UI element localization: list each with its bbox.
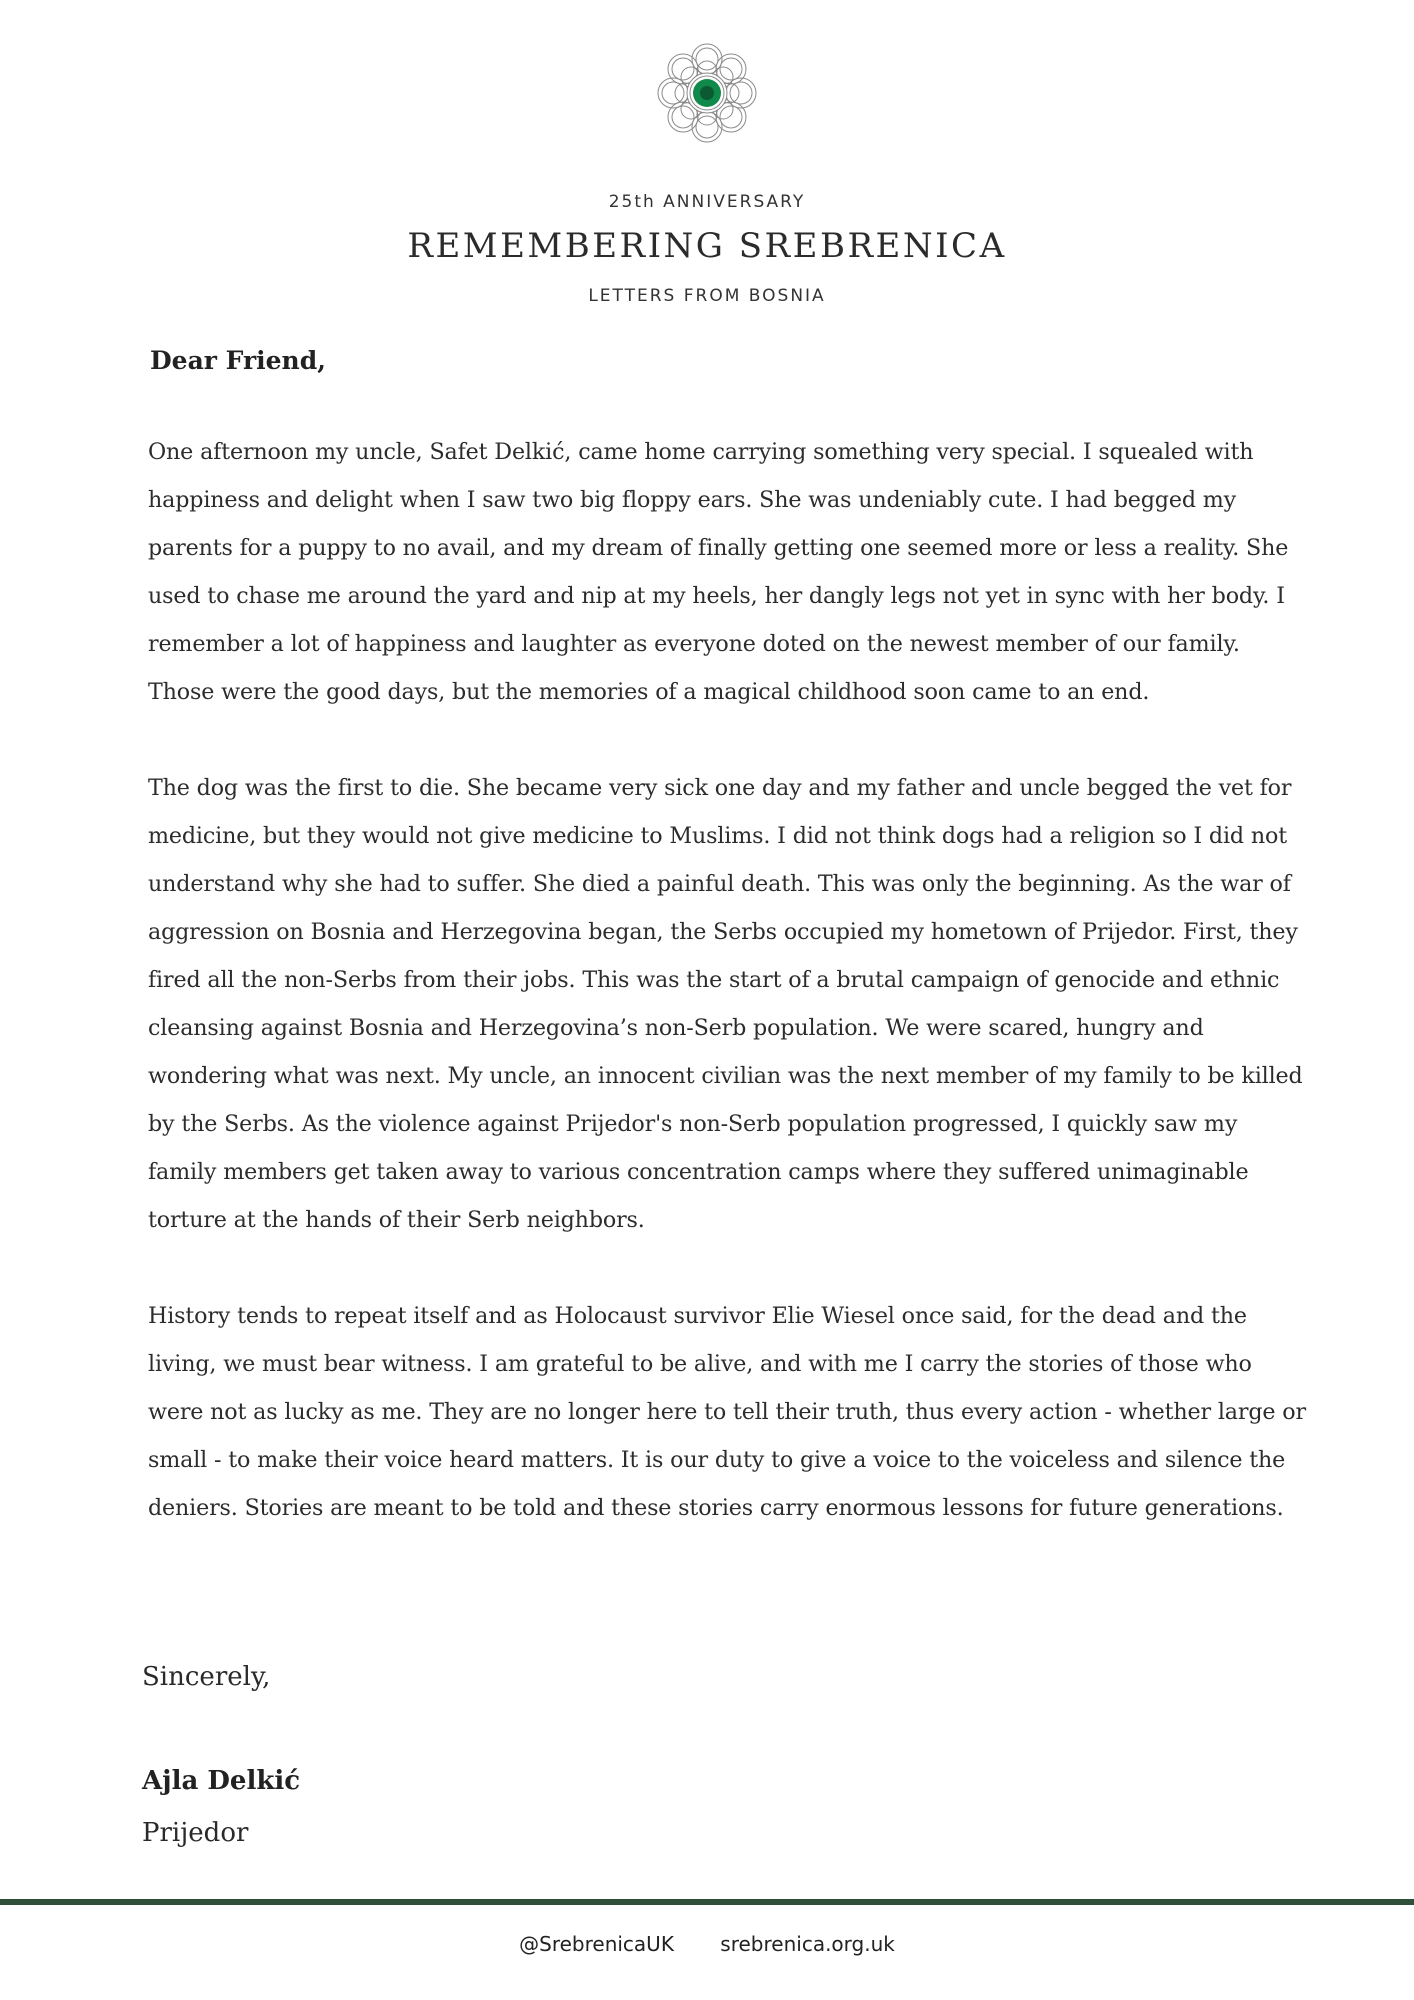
salutation: Dear Friend, bbox=[150, 346, 326, 375]
letter-paragraph-1: One afternoon my uncle, Safet Delkić, came home carrying something very special. I squealed with happiness and delight when I saw two big floppy ears. She was undeniably cute. I had begged my parents for a puppy to no avail, and my dream of finally getting one seemed more or less a reality. She used to chase me around the yard and nip at my heels, her dangly legs not yet in sync with her body. I remember a lot of happiness and laughter as everyone doted on the newest member of our family. Those were the good days, but the memories of a magical childhood soon came to an end. bbox=[148, 439, 1289, 705]
website-link[interactable]: srebrenica.org.uk bbox=[720, 1932, 895, 1956]
signer-name: Ajla Delkić bbox=[142, 1766, 301, 1796]
footer bbox=[0, 1932, 1414, 1956]
footer-divider bbox=[0, 1899, 1414, 1905]
srebrenica-flower-icon bbox=[656, 42, 758, 144]
social-handle-link[interactable]: @SrebrenicaUK bbox=[519, 1932, 674, 1956]
page-subtitle: LETTERS FROM BOSNIA bbox=[588, 286, 826, 306]
closing: Sincerely, bbox=[142, 1662, 271, 1692]
anniversary-label: 25th ANNIVERSARY bbox=[608, 192, 806, 212]
page-title: REMEMBERING SREBRENICA bbox=[407, 226, 1007, 266]
signer-place: Prijedor bbox=[142, 1818, 249, 1848]
letter-paragraph-3: History tends to repeat itself and as Holocaust survivor Elie Wiesel once said, for the dead and the living, we must bear witness. I am grateful to be alive, and with me I carry the stories of those who were not as lucky as me. They are no longer here to tell their truth, thus every action - whether large or small - to make their voice heard matters. It is our duty to give a voice to the voiceless and silence the deniers. Stories are meant to be told and these stories carry enormous lessons for future generations. bbox=[148, 1303, 1306, 1521]
letter-paragraph-2: The dog was the first to die. She became very sick one day and my father and uncle begged the vet for medicine, but they would not give medicine to Muslims. I did not think dogs had a religion so I did not understand why she had to suffer. She died a painful death. This was only the beginning. As the war of aggression on Bosnia and Herzegovina began, the Serbs occupied my hometown of Prijedor. First, they fired all the non-Serbs from their jobs. This was the start of a brutal campaign of genocide and ethnic cleansing against Bosnia and Herzegovina’s non-Serb population. We were scared, hungry and wondering what was next. My uncle, an innocent civilian was the next member of my family to be killed by the Serbs. As the violence against Prijedor's non-Serb population progressed, I quickly saw my family members get taken away to various concentration camps where they suffered unimaginable torture at the hands of their Serb neighbors. bbox=[148, 775, 1303, 1233]
